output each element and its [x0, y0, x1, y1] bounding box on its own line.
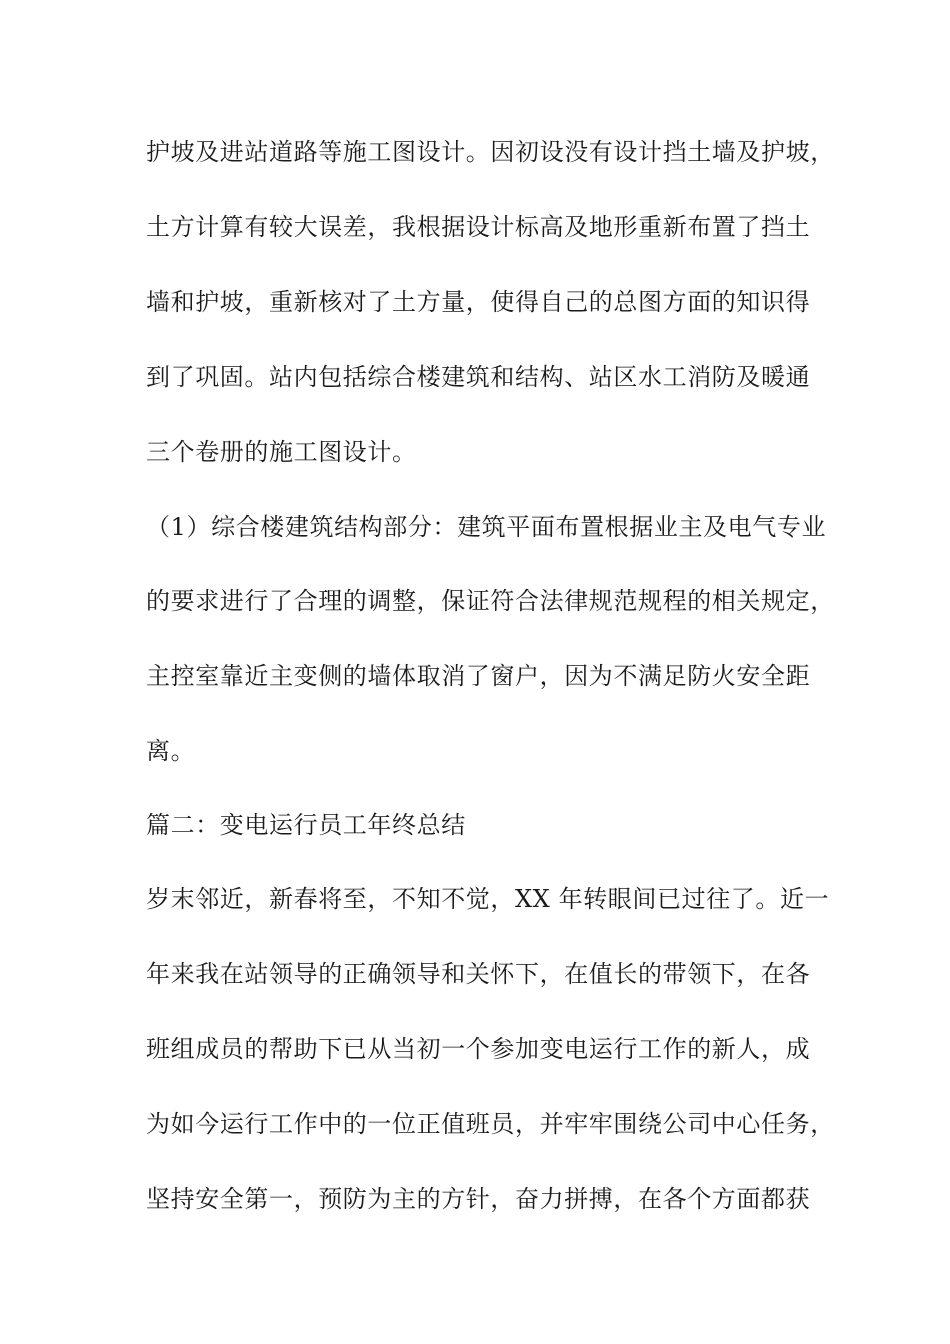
paragraph-line: 到了巩固。站内包括综合楼建筑和结构、站区水工消防及暖通	[146, 363, 811, 391]
paragraph-line: 为如今运行工作中的一位正值班员，并牢牢围绕公司中心任务，	[146, 1110, 835, 1138]
paragraph-line: 主控室靠近主变侧的墙体取消了窗户，因为不满足防火安全距	[146, 662, 811, 690]
paragraph-line: （1）综合楼建筑结构部分：建筑平面布置根据业主及电气专业	[146, 513, 827, 541]
paragraph-line: 的要求进行了合理的调整，保证符合法律规范规程的相关规定，	[146, 587, 835, 615]
paragraph-line: 离。	[146, 737, 196, 765]
paragraph-line: 三个卷册的施工图设计。	[146, 438, 417, 466]
paragraph-line: 班组成员的帮助下已从当初一个参加变电运行工作的新人，成	[146, 1035, 811, 1063]
section-heading: 篇二：变电运行员工年终总结	[146, 811, 466, 839]
paragraph-line: 坚持安全第一，预防为主的方针，奋力拼搏，在各个方面都获	[146, 1185, 811, 1213]
paragraph-line: 年来我在站领导的正确领导和关怀下，在值长的带领下，在各	[146, 960, 811, 988]
paragraph-line: 岁末邻近，新春将至，不知不觉，XX 年转眼间已过往了。近一	[146, 885, 830, 913]
paragraph-line: 护坡及进站道路等施工图设计。因初设没有设计挡土墙及护坡，	[146, 138, 835, 166]
paragraph-line: 土方计算有较大误差，我根据设计标高及地形重新布置了挡土	[146, 213, 811, 241]
paragraph-line: 墙和护坡，重新核对了土方量，使得自己的总图方面的知识得	[146, 288, 811, 316]
